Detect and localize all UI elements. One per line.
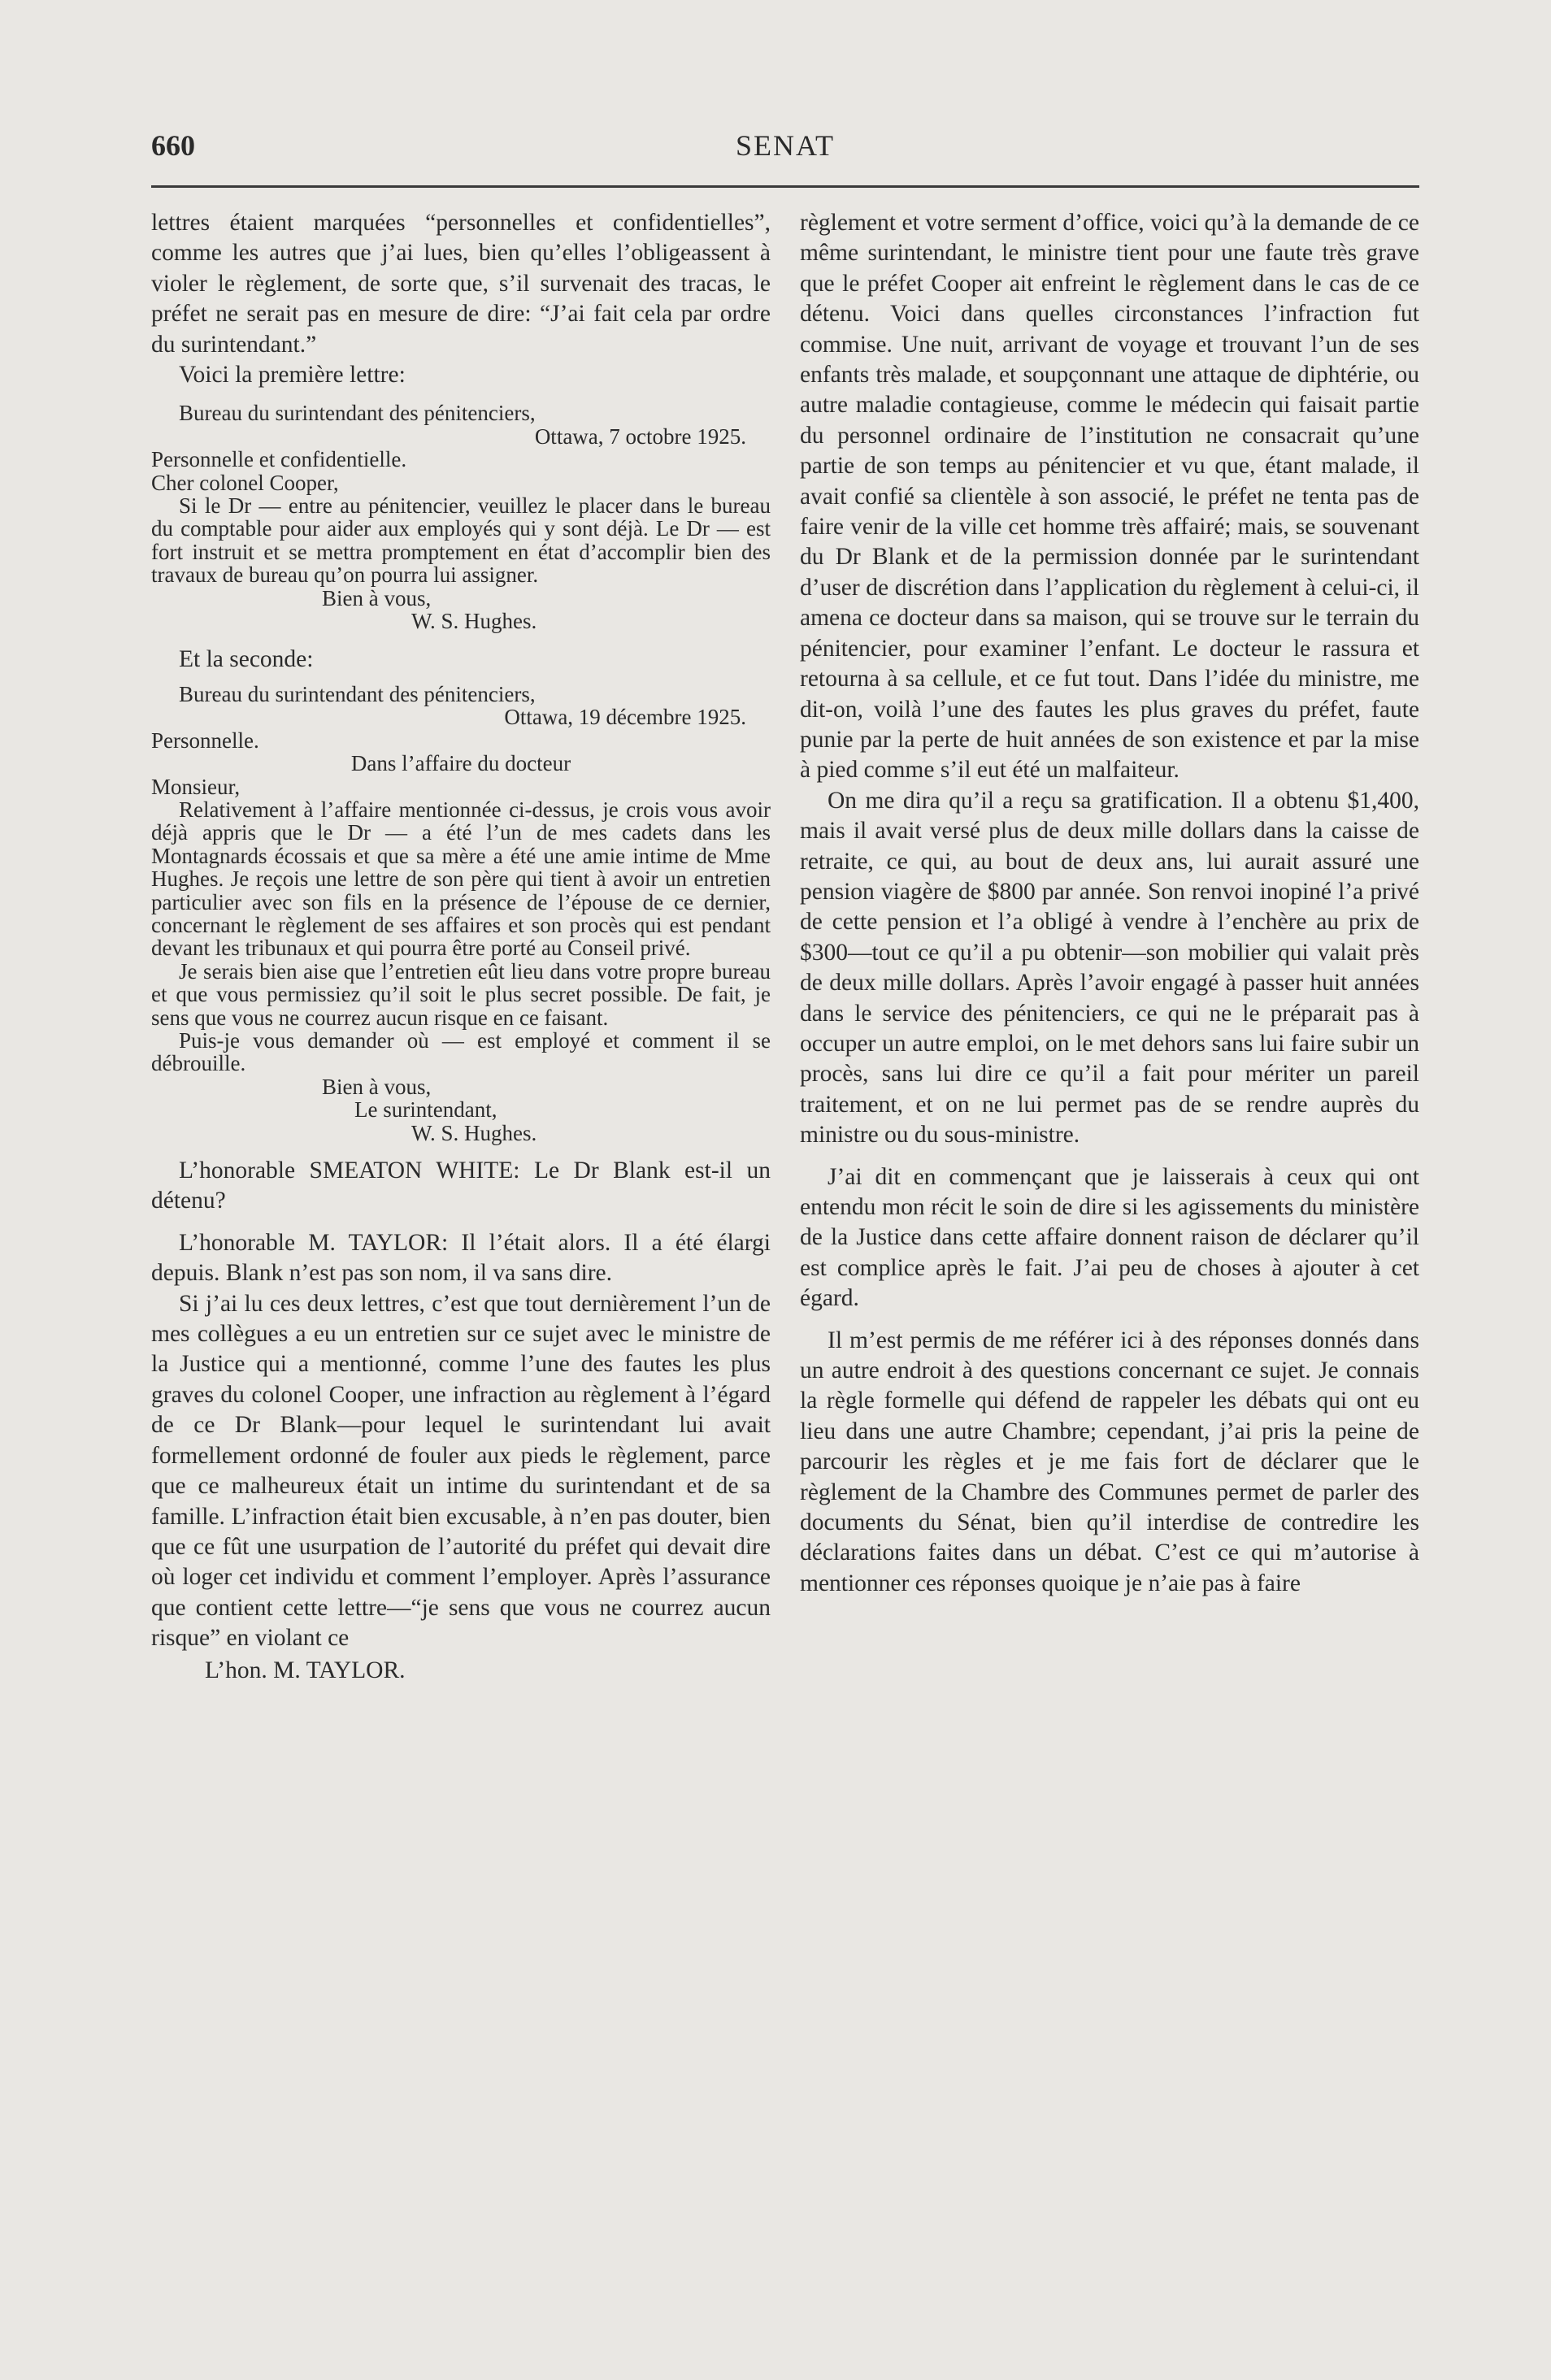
left-column bbox=[151, 208, 771, 1687]
paragraph: lettres étaient marquées “personnelles et confidentielles”, comme les autres que j’ai lues, bien qu’elles l’obligeassent à violer le règlement, de sorte que, s’il survenait des tracas, le préfet ne serait pas en mesure de dire: “J’ai fait cela par ordre du surintendant.” bbox=[151, 210, 771, 358]
letter-body: Puis-je vous demander où — est employé et comment il se débrouille. bbox=[151, 1028, 771, 1076]
letter-signature: W. S. Hughes. bbox=[411, 609, 537, 634]
right-column bbox=[800, 208, 1419, 1599]
paragraph: Il m’est permis de me référer ici à des réponses donnés dans un autre endroit à des questions concernant ce sujet. Je connais la règle formelle qui défend de rappeler les débats qui ont eu lieu dans une autre Chambre; cependant, j’ai pris la peine de parcourir les règles et je me fais fort de déclarer que le règlement de la Chambre des Communes permet de parler des documents du Sénat, bien qu’il interdise de contredire les déclarations faites dans un débat. C’est ce qui m’autorise à mentionner ces réponses quoique je n’aie pas à faire bbox=[800, 1327, 1419, 1596]
page-number: 660 bbox=[151, 129, 195, 162]
letter-closing: Bien à vous, bbox=[322, 1074, 432, 1099]
letter-first bbox=[151, 402, 771, 632]
letter-date: Ottawa, 7 octobre 1925. bbox=[534, 423, 746, 449]
letter-signatory-title: Le surintendant, bbox=[354, 1097, 497, 1123]
paragraph: On me dira qu’il a reçu sa gratification. Il a obtenu $1,400, mais il avait versé plus de deux mille dollars dans la caisse de retraite, ce qui, au bout de deux ans, lui aurait assuré une pension viagère de $800 par année. Son renvoi inopiné l’a privé de cette pension et l’a obligé à vendre à l’enchère au prix de $300—tout ce qu’il a pu obtenir—son mobilier qui valait près de deux mille dollars. Après l’avoir engagé à passer huit années dans le service des pénitenciers, ce qui ne le préparait pas à occuper un autre emploi, on le met dehors sans lui faire subir un procès, sans lui dire ce qu’il a fait pour mériter un pareil traitement, et on ne lui permet pas de se rendre auprès du ministre ou du sous-ministre. bbox=[800, 787, 1419, 1149]
letter-marking: Personnelle et confidentielle. bbox=[151, 447, 407, 472]
speaker-footer: L’hon. M. TAYLOR. bbox=[205, 1657, 406, 1683]
paragraph: règlement et votre serment d’office, voici qu’à la demande de ce même surintendant, le ministre tient pour une faute très grave que le préfet Cooper ait enfreint le règlement dans le cas de ce détenu. Voici dans quelles circonstances l’infraction fut commise. Une nuit, arrivant de voyage et trouvant l’un de ses enfants très malade, et soupçonnant une attaque de diphtérie, ou autre maladie contagieuse, comme le médecin qui faisait partie du personnel ordinaire de l’institution ne consacrait qu’une partie de son temps au pénitencier et vu que, étant malade, il avait confié sa clientèle à son associé, le préfet ne tenta pas de faire venir de la ville cet homme très affairé; mais, se souvenant du Dr Blank et de la permission donnée par le surintendant d’user de discrétion dans l’application du règlement à celui-ci, il amena ce docteur dans sa maison, qui se trouve sur le terrain du pénitencier, pour examiner l’enfant. Le docteur le rassura et retourna à sa cellule, et ce fut tout. Dans l’idée du ministre, me dit-on, voilà l’une des fautes les plus graves du préfet, faute punie par la perte de huit années de son existence et par la mise à pied comme s’il eut été un malfaiteur. bbox=[800, 210, 1419, 784]
paragraph: L’honorable SMEATON WHITE: Le Dr Blank est-il un détenu? bbox=[151, 1157, 771, 1214]
paragraph: Voici la première lettre: bbox=[179, 362, 406, 389]
paragraph: Si j’ai lu ces deux lettres, c’est que tout dernièrement l’un de mes collègues a eu un entretien sur ce sujet avec le ministre de la Justice qui a mentionné, comme l’une des fautes les plus graves du colonel Cooper, une infraction au règlement à l’égard de ce Dr Blank—pour lequel le surintendant lui avait formellement ordonné de fouler aux pieds le règlement, parce que ce malheureux était un intime du surintendant et de sa famille. L’infraction était bien excusable, à n’en pas douter, bien que ce fût une usurpation de l’autorité du préfet qui devait dire où loger cet individu et comment l’employer. Après l’assurance que contient cette lettre—“je sens que vous ne courrez aucun risque” en violant ce bbox=[151, 1290, 771, 1652]
paragraph: Et la seconde: bbox=[179, 645, 314, 672]
letter-heading: Bureau du surintendant des pénitenciers, bbox=[179, 401, 536, 426]
letter-body: Si le Dr — entre au pénitencier, veuillez le placer dans le bureau du comptable pour aider aux employés qui y sont déjà. Le Dr — est fort instruit et se mettra promptement en état d’accomplir bien des travaux de bureau qu’on pourra lui assigner. bbox=[151, 493, 771, 588]
paragraph: J’ai dit en commençant que je laisserais à ceux qui ont entendu mon récit le soin de dire si les agissements du ministère de la Justice dans cette affaire donnent raison de déclarer qu’il est complice après le fait. J’ai peu de choses à ajouter à cet égard. bbox=[800, 1163, 1419, 1312]
letter-closing: Bien à vous, bbox=[322, 585, 432, 610]
letter-body: Je serais bien aise que l’entretien eût lieu dans votre propre bureau et que vous permissiez qu’il soit le plus secret possible. De fait, je sens que vous ne courrez aucun risque en ce faisant. bbox=[151, 958, 771, 1030]
letter-date: Ottawa, 19 décembre 1925. bbox=[504, 705, 746, 730]
letter-heading: Bureau du surintendant des pénitenciers, bbox=[179, 681, 536, 706]
letter-salutation: Cher colonel Cooper, bbox=[151, 470, 339, 495]
running-head: SENAT bbox=[735, 129, 835, 162]
paragraph: L’honorable M. TAYLOR: Il l’était alors. Il a été élargi depuis. Blank n’est pas son nom, il va sans dire. bbox=[151, 1229, 771, 1287]
letter-subject: Dans l’affaire du docteur bbox=[350, 751, 571, 776]
header-rule bbox=[151, 185, 1419, 188]
page-header bbox=[151, 122, 1419, 171]
letter-signature: W. S. Hughes. bbox=[411, 1120, 537, 1145]
letter-marking: Personnelle. bbox=[151, 727, 259, 753]
letter-second bbox=[151, 683, 771, 1144]
letter-salutation: Monsieur, bbox=[151, 774, 241, 799]
letter-body: Relativement à l’affaire mentionnée ci-dessus, je crois vous avoir déjà appris que le Dr — a été l’un de mes cadets dans les Montagnards écossais et que sa mère a été une amie intime de Mme Hughes. Je reçois une lettre de son père qui tient à avoir un entretien particulier avec son fils en la présence de l’épouse de ce dernier, concernant le règlement de ses affaires et son procès qui est pendant devant les tribunaux et qui pourra être porté au Conseil privé. bbox=[151, 797, 771, 961]
